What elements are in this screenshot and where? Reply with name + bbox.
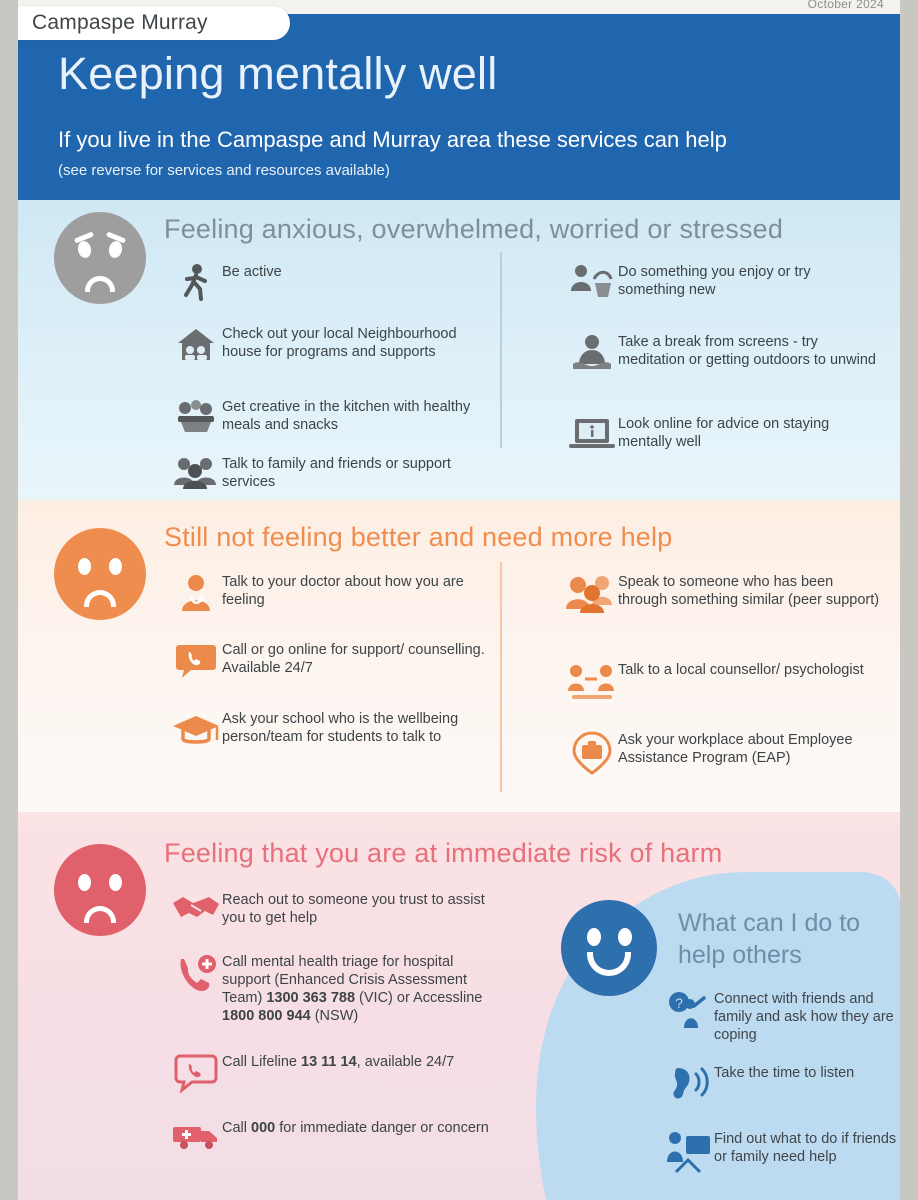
list-item [170, 952, 500, 1025]
list-item-text: Do something you enjoy or try something new [618, 264, 811, 298]
help-others-title: What can I do to help others [678, 909, 861, 969]
page-title: Keeping mentally well [58, 48, 498, 99]
publication-date: October 2024 [807, 0, 884, 11]
help-others-item [662, 1130, 900, 1176]
smiling-face-icon [561, 900, 657, 996]
sad-face-icon [54, 528, 146, 620]
section-title: Feeling that you are at immediate risk of harm [164, 838, 723, 868]
counselling-session-icon [566, 660, 618, 705]
list-item-text: Reach out to someone you trust to assist you to get help [222, 892, 485, 926]
briefcase-location-icon [566, 730, 618, 777]
list-item [170, 1052, 500, 1093]
list-item [170, 890, 500, 927]
column-divider [500, 252, 502, 448]
list-item-text: Look online for advice on staying mentally well [618, 416, 830, 450]
list-item [566, 572, 886, 615]
poster-sheet [18, 0, 900, 1200]
person-question-icon [662, 990, 714, 1044]
list-item [170, 397, 490, 436]
list-item-text: Speak to someone who has been through something similar (peer support) [618, 574, 880, 608]
list-item [170, 454, 490, 491]
neighbourhood-house-icon [170, 324, 222, 365]
help-others-item-text: Connect with friends and family and ask how they are coping [714, 991, 894, 1043]
header-note: (see reverse for services and resources available) [58, 162, 390, 179]
list-item-text: Call or go online for support/ counselling. Available 24/7 [222, 642, 485, 676]
family-friends-icon [170, 454, 222, 491]
walking-person-icon [170, 262, 222, 301]
list-item-text: Talk to a local counsellor/ psychologist [618, 662, 864, 678]
list-item [566, 262, 878, 303]
header-subtitle: If you live in the Campaspe and Murray area these services can help [58, 127, 727, 152]
list-item-text: Be active [222, 264, 282, 280]
list-item [170, 324, 490, 365]
section-more-help [18, 500, 900, 812]
list-item [566, 660, 886, 705]
ambulance-icon [170, 1118, 222, 1153]
list-item [566, 332, 878, 377]
laptop-info-icon [566, 414, 618, 455]
phone-chat-icon [170, 640, 222, 681]
very-sad-face-icon [54, 844, 146, 936]
region-tab-label: Campaspe Murray [32, 11, 208, 34]
help-others-item-text: Find out what to do if friends or family need help [714, 1131, 897, 1165]
help-others-item [662, 990, 900, 1044]
section-anxious [18, 200, 900, 500]
peer-support-group-icon [566, 572, 618, 615]
person-whiteboard-icon [662, 1130, 714, 1176]
column-divider [500, 562, 502, 792]
emergency-phone-icon [170, 952, 222, 1025]
list-item-text: Call Lifeline 13 11 14, available 24/7 [222, 1054, 455, 1070]
section-title: Still not feeling better and need more help [164, 522, 673, 552]
list-item-text: Talk to family and friends or support services [222, 456, 451, 490]
svg-text:?: ? [675, 995, 683, 1011]
list-item-text: Talk to your doctor about how you are feeling [222, 574, 464, 608]
section-title: Feeling anxious, overwhelmed, worried or stressed [164, 214, 784, 244]
list-item [170, 1118, 500, 1153]
help-others-item [662, 1064, 900, 1104]
list-item [170, 709, 500, 746]
doctor-icon [170, 572, 222, 615]
list-item-text: Get creative in the kitchen with healthy meals and snacks [222, 399, 471, 433]
list-item [170, 262, 490, 301]
list-item-text: Call mental health triage for hospital support (Enhanced Crisis Assessment Team) 1300 363 788 (VIC) or Accessline 1800 800 944 (NSW) [222, 954, 483, 1024]
list-item-text: Call 000 for immediate danger or concern [222, 1120, 489, 1136]
list-item [566, 414, 878, 455]
gardening-hobby-icon [566, 262, 618, 303]
list-item-text: Take a break from screens - try meditation or getting outdoors to unwind [618, 334, 876, 368]
handshake-icon [170, 890, 222, 927]
poster-header [18, 14, 900, 200]
list-item [566, 730, 886, 777]
list-item-text: Ask your workplace about Employee Assistance Program (EAP) [618, 732, 853, 766]
list-item-text: Ask your school who is the wellbeing person/team for students to talk to [222, 711, 459, 745]
list-item [170, 640, 500, 681]
healthy-food-icon [170, 397, 222, 436]
meditation-icon [566, 332, 618, 377]
region-tab [18, 6, 290, 40]
worried-face-icon [54, 212, 146, 304]
list-item-text: Check out your local Neighbourhood house for programs and supports [222, 326, 457, 360]
phone-chat-icon [170, 1052, 222, 1093]
list-item [170, 572, 500, 615]
ear-listening-icon [662, 1064, 714, 1104]
graduation-cap-icon [170, 709, 222, 746]
section-immediate-risk [18, 812, 900, 1200]
help-others-item-text: Take the time to listen [714, 1065, 855, 1081]
